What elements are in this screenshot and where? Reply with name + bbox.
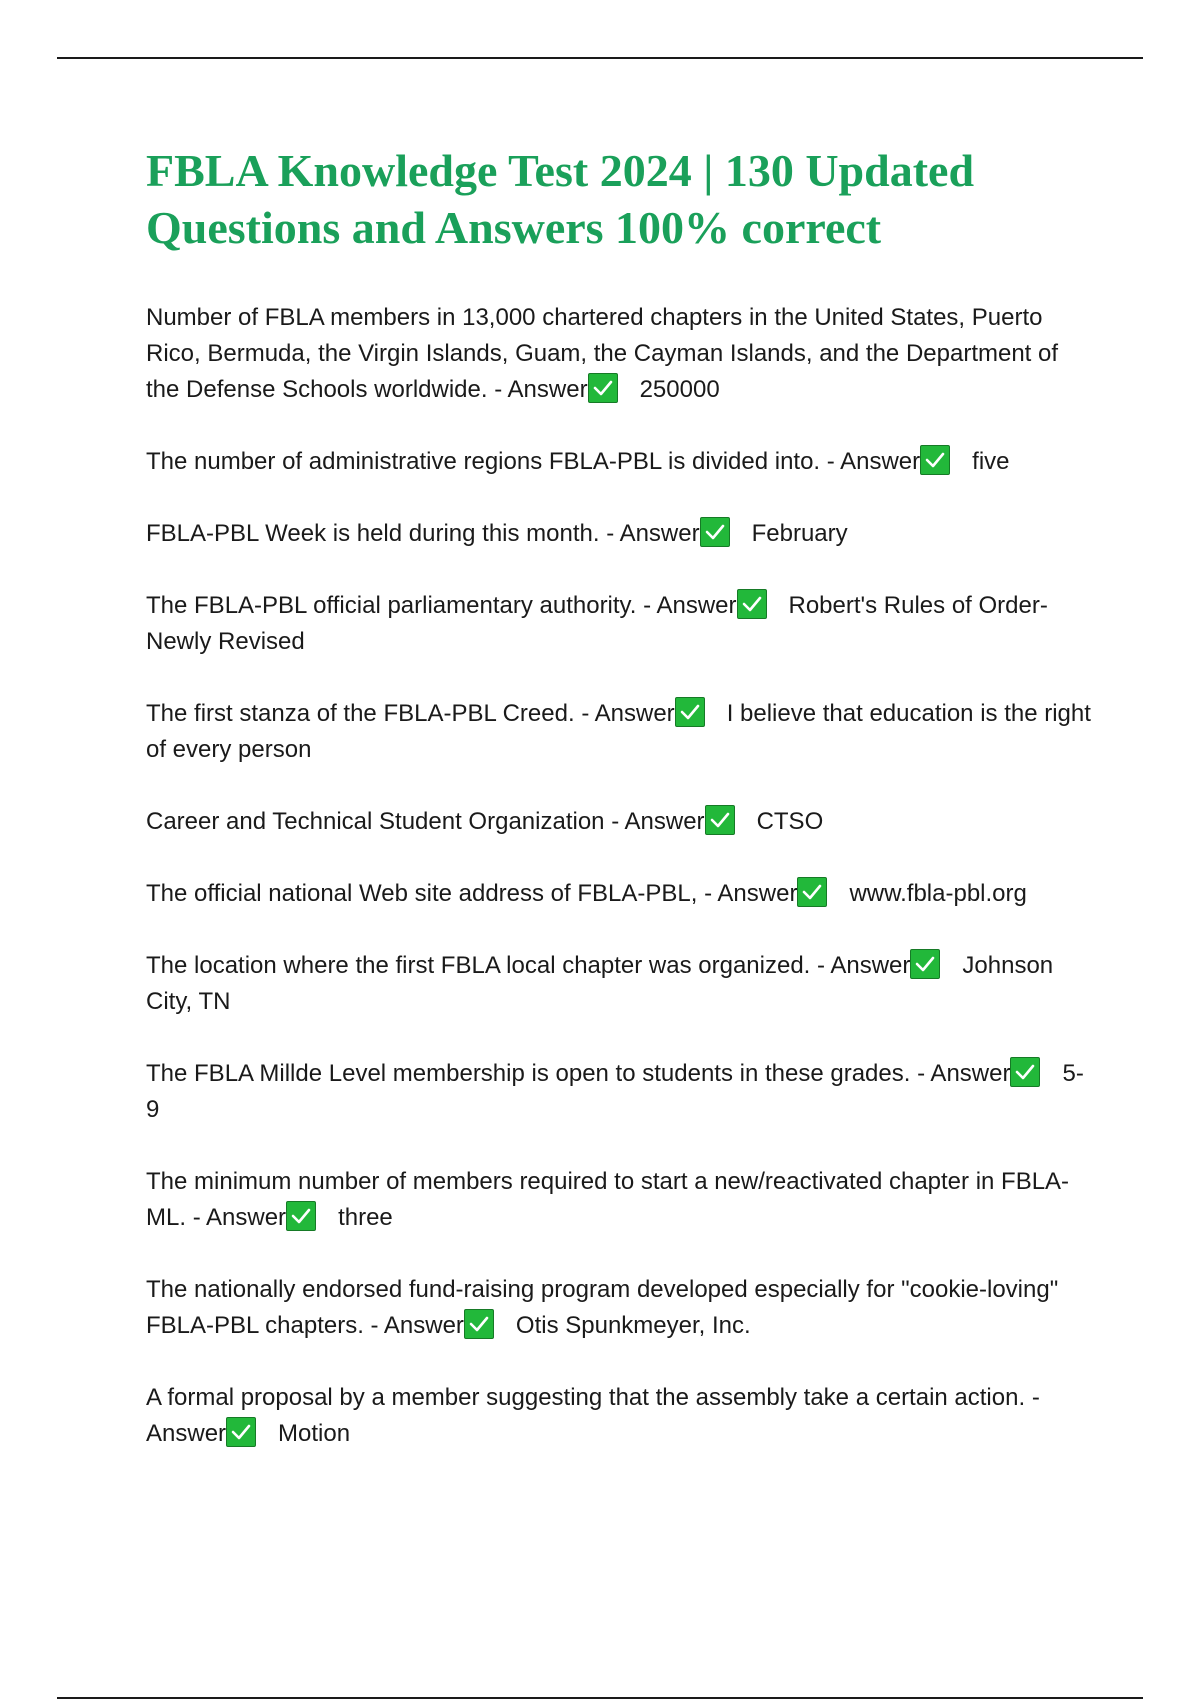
check-mark-icon — [675, 697, 705, 727]
question-text: The minimum number of members required to start a new/reactivated chapter in FBLA-ML. — [146, 1168, 1070, 1231]
answer-label: - Answer — [370, 1312, 464, 1339]
answer-text: 250000 — [639, 376, 720, 403]
question-text: Career and Technical Student Organization — [146, 808, 605, 835]
qa-list — [146, 300, 1096, 1488]
answer-label: - Answer — [611, 808, 705, 835]
answer-text: Otis Spunkmeyer, Inc. — [515, 1312, 751, 1339]
answer-label: - Answer — [917, 1060, 1011, 1087]
question-text: The nationally endorsed fund-raising program developed especially for "cookie-loving" FBLA-PBL chapters. — [146, 1276, 1059, 1339]
question-text: The first stanza of the FBLA-PBL Creed. — [146, 700, 575, 727]
check-mark-icon — [920, 445, 950, 475]
check-mark-icon — [797, 877, 827, 907]
answer-text: Robert's Rules of Order-Newly Revised — [146, 592, 1048, 655]
qa-item — [146, 444, 1096, 480]
answer-text: I believe that education is the right of every person — [146, 700, 1091, 763]
answer-label: - Answer — [581, 700, 675, 727]
page-title: FBLA Knowledge Test 2024 | 130 Updated Questions and Answers 100% correct — [146, 145, 975, 253]
qa-item — [146, 696, 1096, 768]
top-divider — [57, 57, 1143, 59]
check-mark-icon — [700, 517, 730, 547]
qa-item — [146, 1380, 1096, 1452]
answer-label: - Answer — [704, 880, 798, 907]
qa-item — [146, 588, 1096, 660]
question-text: The FBLA Millde Level membership is open to students in these grades. — [146, 1060, 911, 1087]
answer-label: - Answer — [606, 520, 700, 547]
bottom-divider — [57, 1697, 1143, 1699]
qa-item — [146, 1056, 1096, 1128]
qa-item — [146, 300, 1096, 408]
check-mark-icon — [464, 1309, 494, 1339]
qa-item — [146, 876, 1096, 912]
answer-label: - Answer — [643, 592, 737, 619]
answer-text: 5-9 — [146, 1060, 1084, 1123]
qa-item — [146, 1164, 1096, 1236]
check-mark-icon — [737, 589, 767, 619]
question-text: The location where the first FBLA local chapter was organized. — [146, 952, 811, 979]
question-text: The official national Web site address of FBLA-PBL, — [146, 880, 698, 907]
answer-text: www.fbla-pbl.org — [849, 880, 1027, 907]
qa-item — [146, 516, 1096, 552]
answer-label: - Answer — [146, 1384, 1040, 1447]
answer-text: February — [751, 520, 848, 547]
answer-text: Motion — [278, 1420, 351, 1447]
answer-label: - Answer — [494, 376, 588, 403]
check-mark-icon — [705, 805, 735, 835]
check-mark-icon — [910, 949, 940, 979]
question-text: The number of administrative regions FBLA-PBL is divided into. — [146, 448, 821, 475]
answer-label: - Answer — [192, 1204, 287, 1231]
check-mark-icon — [226, 1417, 256, 1447]
question-text: A formal proposal by a member suggesting that the assembly take a certain action. — [146, 1384, 1026, 1411]
check-mark-icon — [1010, 1057, 1040, 1087]
question-text: Number of FBLA members in 13,000 chartered chapters in the United States, Puerto Rico, Bermuda, the Virgin Islands, Guam, the Cayman Islands, and the Department of the Defense Schools worldwide. — [146, 304, 1059, 403]
qa-item — [146, 804, 1096, 840]
question-text: FBLA-PBL Week is held during this month. — [146, 520, 600, 547]
answer-label: - Answer — [826, 448, 921, 475]
qa-item — [146, 948, 1096, 1020]
check-mark-icon — [588, 373, 618, 403]
check-mark-icon — [286, 1201, 316, 1231]
answer-text: CTSO — [756, 808, 824, 835]
answer-text: Johnson City, TN — [146, 952, 1054, 1015]
answer-text: five — [972, 448, 1010, 475]
qa-item — [146, 1272, 1096, 1344]
answer-text: three — [338, 1204, 393, 1231]
answer-label: - Answer — [817, 952, 911, 979]
question-text: The FBLA-PBL official parliamentary authority. — [146, 592, 637, 619]
